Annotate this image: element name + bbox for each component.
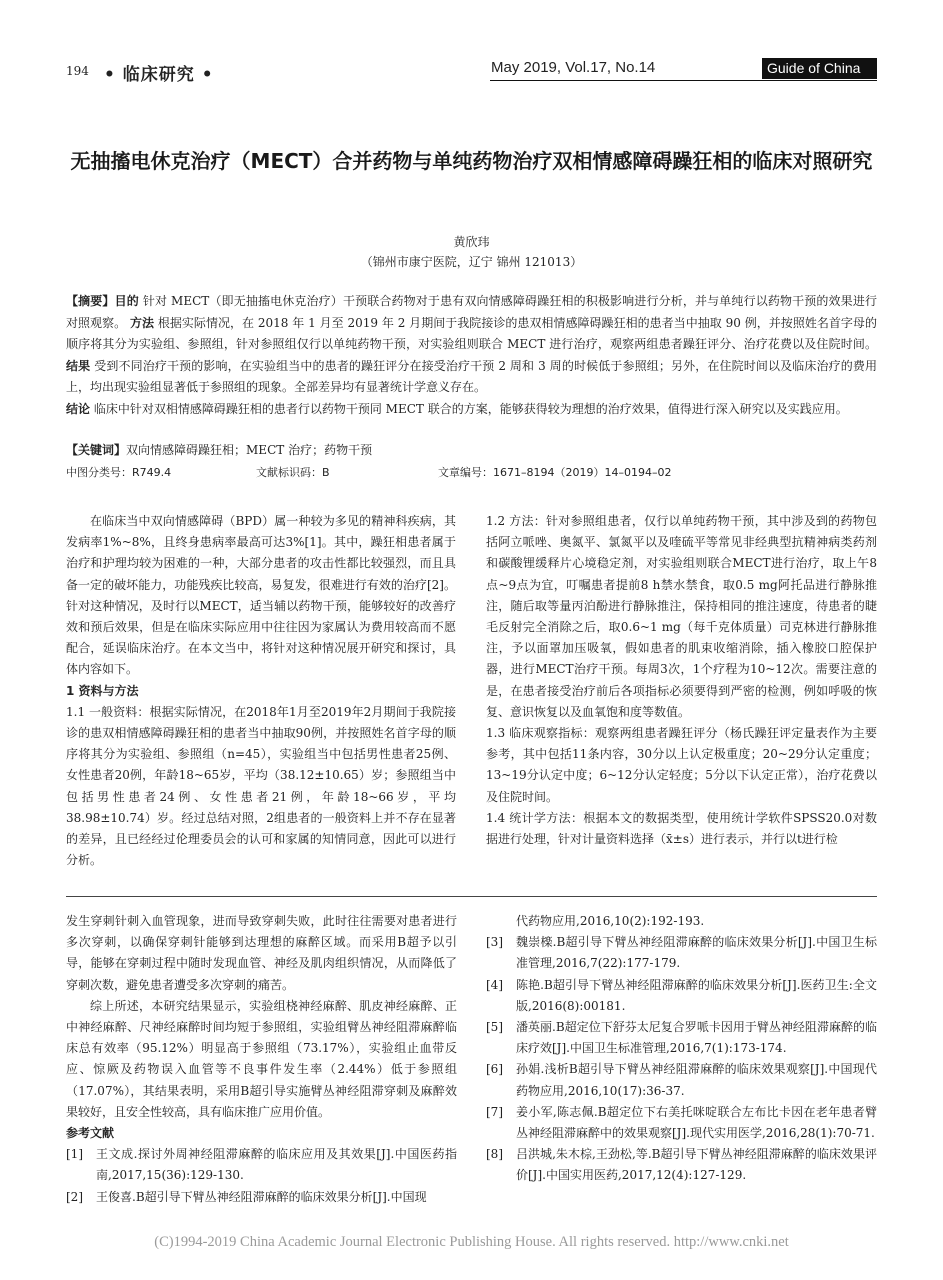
reference-item <box>486 975 877 1017</box>
reference-number: [5] <box>486 1020 503 1035</box>
paragraph-1-2: 1.2 方法：针对参照组患者，仅行以单纯药物干预，其中涉及到的药物包括阿立哌唑、奥氮平、氯氮平以及喹硫平等常见非经典型抗精神病类药剂和碳酸锂缓释片心境稳定剂，对实验组则联合MECT进行治疗，取上午8点~9点为宜，叮嘱患者提前8 h禁水禁食，取0.5 mg阿托品进行静脉推注，随后取等量丙泊酚进行静脉推注，保持相同的推注速度，待患者的睫毛反射完全消除之后，取0.6~1 mg（每千克体质量）司克林进行静脉推注，予以面罩加压吸氧，假如患者的肌束收缩消除，插入橡胶口腔保护器，进行MECT治疗干预。每周3次，1个疗程为10~12次。需要注意的是，在患者接受治疗前后各项指标必须要得到严密的检测，例如呼吸的恢复、意识恢复以及血氧饱和度等数值。 <box>486 514 877 719</box>
abstract-results: 受到不同治疗干预的影响，在实验组当中的患者的躁狂评分在接受治疗干预 2 周和 3 周的时候低于参照组；另外，在住院时间以及临床治疗的费用上，均出现实验组显著低于参照组的现象。全部差异均有显著统计学意义存在。 <box>66 358 877 394</box>
reference-number: [3] <box>486 935 503 950</box>
journal-name: Guide of China Medicine <box>762 58 877 79</box>
conclusion-label: 结论 <box>66 401 91 416</box>
section-heading: 1 资料与方法 <box>66 683 139 698</box>
affiliation: （锦州市康宁医院，辽宁 锦州 121013） <box>360 255 583 269</box>
paragraph-1-4: 1.4 统计学方法：根据本文的数据类型，使用统计学软件SPSS20.0对数据进行处理，针对计量资料选择（x̄±s）进行表示，并行以t进行检 <box>486 810 877 847</box>
copyright-footer: (C)1994-2019 China Academic Journal Electronic Publishing House. All rights reserved. http://www.cnki.net <box>154 1234 789 1250</box>
reference-text: 王文成.探讨外周神经阻滞麻醉的临床应用及其效果[J].中国医药指南,2017,15(36):129-130. <box>96 1147 457 1183</box>
column-right-bottom <box>486 911 877 1187</box>
reference-text: 孙娟.浅析B超引导下臂丛神经阻滞麻醉的临床效果观察[J].中国现代药物应用,2016,10(17):36-37. <box>516 1062 877 1098</box>
reference-text: 魏崇檪.B超引导下臂丛神经阻滞麻醉的临床效果分析[J].中国卫生标准管理,2016,7(22):177-179. <box>516 935 877 971</box>
abstract-label: 【摘要】 <box>66 294 115 308</box>
keywords-label: 【关键词】 <box>66 443 127 457</box>
abstract-conclusion: 临床中针对双相情感障碍躁狂相的患者行以药物干预同 MECT 联合的方案，能够获得较为理想的治疗效果，值得进行深入研究以及实践应用。 <box>93 401 848 416</box>
section-label: • 临床研究 • <box>104 65 214 85</box>
column-left-top <box>66 511 456 871</box>
abstract <box>66 291 877 420</box>
reference-item <box>486 1102 877 1144</box>
reference-text: 潘英丽.B超定位下舒芬太尼复合罗哌卡因用于臂丛神经阻滞麻醉的临床疗效[J].中国卫生标准管理,2016,7(1):173-174. <box>516 1020 877 1056</box>
paragraph-1-3: 1.3 临床观察指标：观察两组患者躁狂评分（杨氏躁狂评定量表作为主要参考，其中包括11条内容，30分以上认定极重度；20~29分认定重度；13~19分认定中度；6~12分认定轻度；5分以下认定正常），治疗花费以及住院时间。 <box>486 726 877 804</box>
objective-label: 目的 <box>114 294 139 308</box>
reference-item <box>66 1187 457 1208</box>
reference-item <box>66 1144 457 1186</box>
section-divider <box>66 896 877 897</box>
reference-text: 吕洪城,朱木棕,王劲松,等.B超引导下臂丛神经阻滞麻醉的临床效果评价[J].中国实用医药,2017,12(4):127-129. <box>516 1147 877 1183</box>
header-rule <box>490 80 877 81</box>
paragraph-1-1: 1.1 一般资料：根据实际情况，在2018年1月至2019年2月期间于我院接诊的患双相情感障碍躁狂相的患者当中抽取90例，并按照姓名首字母的顺序将其分为实验组、参照组（n=45），实验组当中包括男性患者25例、女性患者20例，年龄18~65岁，平均（38.12±10.65）岁；参照组当中包括男性患者24例、女性患者21例，年龄18~66岁，平均38.98±10.74）岁。经过总结对照，2组患者的一般资料上并不存在显著的差异，且已经经过伦理委员会的认可和家属的知情同意，因此可以进行分析。 <box>66 704 456 868</box>
keywords-text: 双向情感障碍躁狂相；MECT 治疗；药物干预 <box>126 443 373 457</box>
reference-item <box>486 1059 877 1101</box>
keywords <box>66 441 877 458</box>
reference-number: [8] <box>486 1147 503 1162</box>
paper-title: 无抽搐电休克治疗（MECT）合并药物与单纯药物治疗双相情感障碍躁狂相的临床对照研究 <box>70 149 873 173</box>
article-number: 文章编号：1671–8194（2019）14–0194–02 <box>438 466 672 479</box>
intro-paragraph: 在临床当中双向情感障碍（BPD）属一种较为多见的精神科疾病，其发病率1%~8%，且终身患病率最高可达3%[1]。其中，躁狂相患者属于治疗和护理均较为困难的一种，大部分患者的攻击性都比较强烈，而且具备一定的破坏能力，功能残疾比较高，易复发，很难进行有效的治疗[2]。针对这种情况，及时行以MECT，适当辅以药物干预，能够较好的改善疗效和预后效果，但是在临床实际应用中往往因为家属认为费用较高而不愿配合，延误临床治疗。在本文当中，将针对这种情况展开研究和探讨，具体内容如下。 <box>66 514 456 677</box>
classification-line <box>66 464 877 484</box>
reference-number: [2] <box>66 1189 83 1204</box>
clc-number: 中图分类号：R749.4 <box>66 466 172 479</box>
reference-text: 王俊喜.B超引导下臂丛神经阻滞麻醉的临床效果分析[J].中国现 <box>96 1189 427 1204</box>
author: 黄欣玮 <box>453 235 490 249</box>
reference-continuation <box>486 911 877 932</box>
reference-number: [6] <box>486 1062 503 1077</box>
column-right-top <box>486 511 877 850</box>
reference-number: [1] <box>66 1147 83 1162</box>
abstract-objective: 针对 MECT（即无抽搐电休克治疗）干预联合药物对于患有双向情感障碍躁狂相的积极影响进行分析，并与单纯行以药物干预的效果进行对照观察。 <box>66 294 877 330</box>
abstract-methods: 根据实际情况，在 2018 年 1 月至 2019 年 2 月期间于我院接诊的患双相情感障碍躁狂相的患者当中抽取 90 例，并按照姓名首字母的顺序将其分为实验组、参照组，针对参照组仅行以单纯药物干预，对实验组则联合 MECT 进行治疗，观察两组患者躁狂评分、治疗花费以及住院时间。 <box>66 315 877 351</box>
reference-text: 代药物应用,2016,10(2):192-193. <box>516 914 705 928</box>
continued-paragraph: 发生穿刺针刺入血管现象，进而导致穿刺失败，此时往往需要对患者进行多次穿刺，以确保穿刺针能够到达理想的麻醉区域。而采用B超予以引导，能够在穿刺过程中随时发现血管、神经及肌肉组织情况，从而降低了穿刺次数，避免患者遭受多次穿刺的痛苦。 <box>66 914 457 992</box>
reference-number: [7] <box>486 1104 503 1119</box>
references-heading: 参考文献 <box>66 1126 115 1141</box>
running-header <box>66 58 877 97</box>
document-code: 文献标识码：B <box>256 466 330 479</box>
reference-text: 姜小军,陈志佩.B超定位下右美托咪啶联合左布比卡因在老年患者臂丛神经阻滞麻醉中的效果观察[J].现代实用医学,2016,28(1):70-71. <box>516 1104 877 1141</box>
results-label: 结果 <box>66 358 91 373</box>
page-number: 194 <box>66 64 89 78</box>
reference-text: 陈艳.B超引导下臂丛神经阻滞麻醉的临床效果分析[J].医药卫生:全文版,2016(8):00181. <box>516 977 877 1013</box>
summary-paragraph: 综上所述，本研究结果显示，实验组桡神经麻醉、肌皮神经麻醉、正中神经麻醉、尺神经麻醉时间均短于参照组，实验组臂丛神经阻滞麻醉临床总有效率（95.12%）明显高于参照组（73.17%），实验组止血带反应、惊厥及药物误入血管等不良事件发生率（2.44%）低于参照组（17.07%），其结果表明，采用B超引导实施臂丛神经阻滞穿刺及麻醉效果较好，且安全性较高，具有临床推广应用价值。 <box>66 998 457 1119</box>
reference-item <box>486 1144 877 1186</box>
reference-item <box>486 932 877 974</box>
column-left-bottom <box>66 911 457 1208</box>
issue-info: May 2019, Vol.17, No.14 <box>491 59 656 76</box>
reference-number: [4] <box>486 977 503 992</box>
reference-item <box>486 1017 877 1059</box>
methods-label: 方法 <box>129 315 155 330</box>
